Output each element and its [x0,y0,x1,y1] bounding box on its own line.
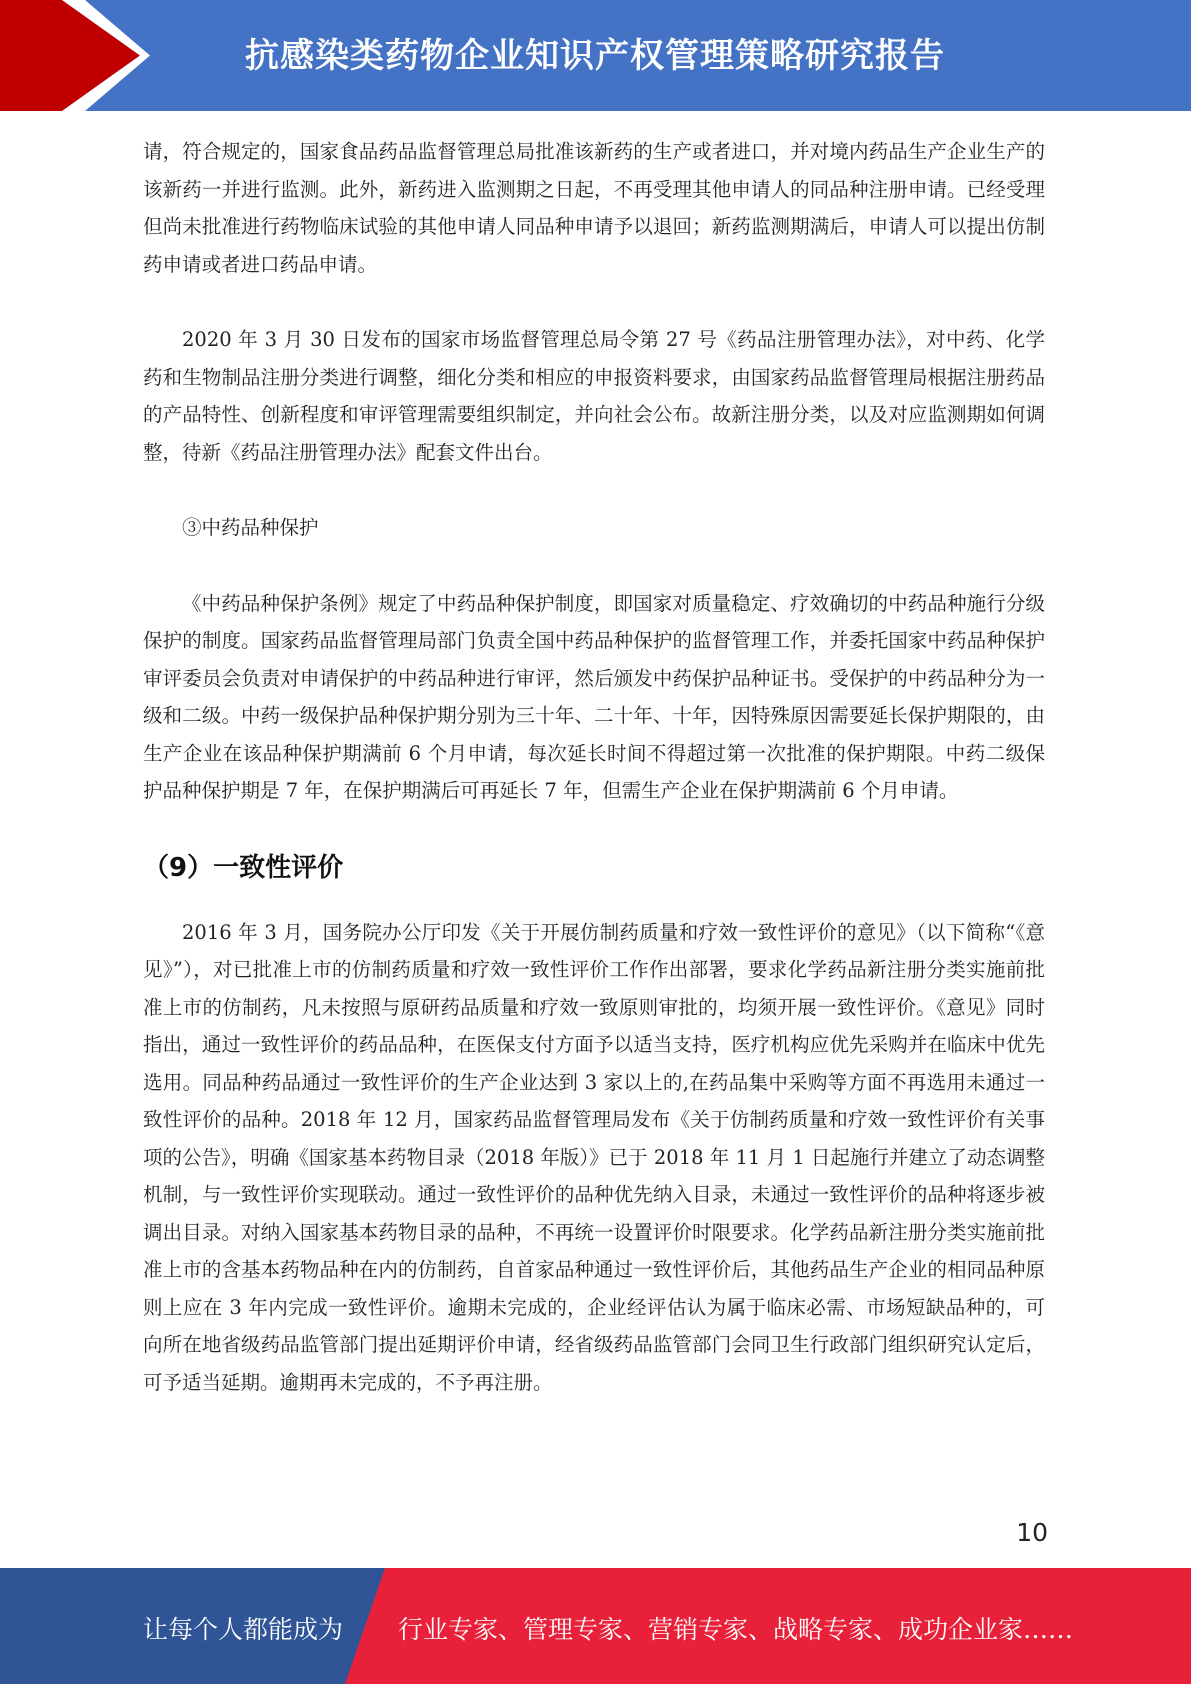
report-title: 抗感染类药物企业知识产权管理策略研究报告 [245,36,945,76]
paragraph-consistency-evaluation: 2016 年 3 月，国务院办公厅印发《关于开展仿制药质量和疗效一致性评价的意见》（以下简称“《意见》”），对已批准上市的仿制药质量和疗效一致性评价工作作出部署，要求化学药品新注册分类实施前批准上市的仿制药，凡未按照与原研药品质量和疗效一致原则审批的，均须开展一致性评价。《意见》同时指出，通过一致性评价的药品品种，在医保支付方面予以适当支持，医疗机构应优先采购并在临床中优先选用。同品种药品通过一致性评价的生产企业达到 3 家以上的,在药品集中采购等方面不再选用未通过一致性评价的品种。2018 年 12 月，国家药品监督管理局发布《关于仿制药质量和疗效一致性评价有关事项的公告》，明确《国家基本药物目录（2018 年版）》已于 2018 年 11 月 1 日起施行并建立了动态调整机制，与一致性评价实现联动。通过一致性评价的品种优先纳入目录，未通过一致性评价的品种将逐步被调出目录。对纳入国家基本药物目录的品种，不再统一设置评价时限要求。化学药品新注册分类实施前批准上市的含基本药物品种在内的仿制药，自首家品种通过一致性评价后，其他药品生产企业的相同品种原则上应在 3 年内完成一致性评价。逾期未完成的，企业经评估认为属于临床必需、市场短缺品种的，可向所在地省级药品监管部门提出延期评价申请，经省级药品监管部门会同卫生行政部门组织研究认定后，可予适当延期。逾期再未完成的，不予再注册。 [143,920,1045,1394]
paragraph-tcm-protection: 《中药品种保护条例》规定了中药品种保护制度，即国家对质量稳定、疗效确切的中药品种施行分级保护的制度。国家药品监督管理局部门负责全国中药品种保护的监督管理工作，并委托国家中药品种保护审评委员会负责对申请保护的中药品种进行审评，然后颁发中药保护品种证书。受保护的中药品种分为一级和二级。中药一级保护品种保护期分别为三十年、二十年、十年，因特殊原因需要延长保护期限的，由生产企业在该品种保护期满前 6 个月申请，每次延长时间不得超过第一次批准的保护期限。中药二级保护品种保护期是 7 年，在保护期满后可再延长 7 年，但需生产企业在保护期满前 6 个月申请。 [143,591,1045,802]
footer-slogan-left: 让每个人都能成为 [143,1615,344,1644]
footer-slogan-right: 行业专家、管理专家、营销专家、战略专家、成功企业家…… [398,1615,1074,1644]
paragraph-registration-measures: 2020 年 3 月 30 日发布的国家市场监督管理总局令第 27 号《药品注册管理办法》，对中药、化学药和生物制品注册分类进行调整，细化分类和相应的申报资料要求，由国家药品监督管理局根据注册药品的产品特性、创新程度和审评管理需要组织制定，并向社会公布。故新注册分类，以及对应监测期如何调整，待新《药品注册管理办法》配套文件出台。 [143,328,1045,464]
page-footer [0,1568,1191,1684]
page-header [0,0,1191,111]
subheading-tcm-protection: ③中药品种保护 [182,516,319,539]
paragraph-new-drug-monitoring: 请，符合规定的，国家食品药品监督管理总局批准该新药的生产或者进口，并对境内药品生产企业生产的该新药一并进行监测。此外，新药进入监测期之日起，不再受理其他申请人的同品种注册申请。已经受理但尚未批准进行药物临床试验的其他申请人同品种申请予以退回；新药监测期满后，申请人可以提出仿制药申请或者进口药品申请。 [143,140,1045,276]
section-heading-consistency-evaluation: （9）一致性评价 [143,852,344,883]
page-number: 10 [1016,1518,1048,1547]
page-content [143,133,1045,1439]
